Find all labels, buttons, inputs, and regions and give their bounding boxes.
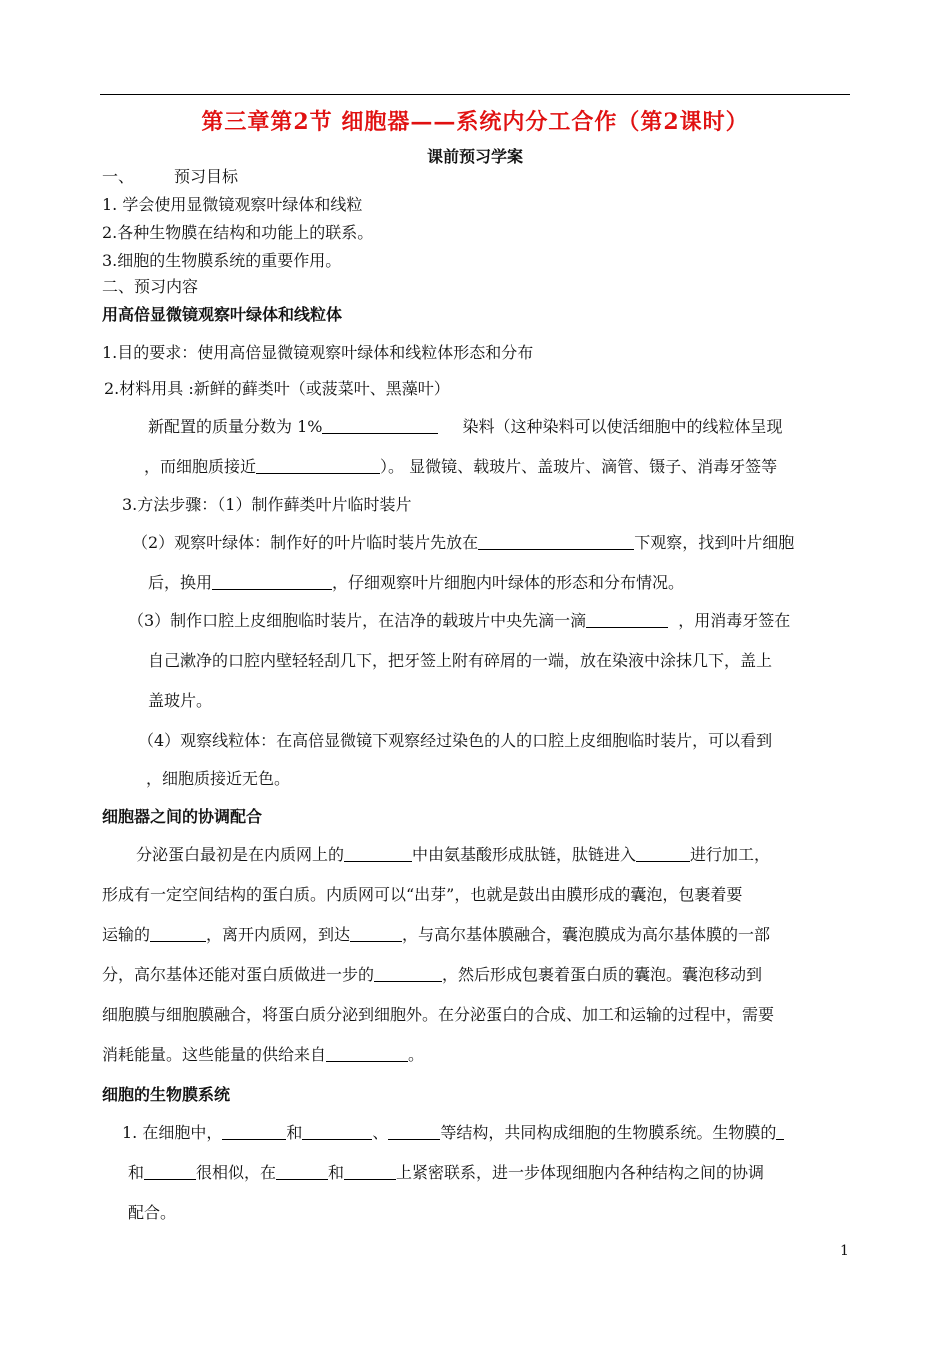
step3-line-3: 盖玻片。	[148, 691, 213, 710]
blank-stain-name[interactable]	[322, 417, 438, 434]
part2-heading: 细胞器之间的协调配合	[102, 807, 263, 826]
materials-text: 2.材料用具 :新鲜的藓类叶（或菠菜叶、黑藻叶）	[104, 379, 450, 398]
part2-line-6: 消耗能量。这些能量的供给来自 。	[102, 1045, 425, 1064]
part3-line-3: 配合。	[128, 1203, 177, 1222]
step4-line-2: ，细胞质接近无色。	[146, 769, 291, 788]
blank-stain-drop[interactable]	[586, 611, 668, 628]
blank-energy-source[interactable]	[326, 1045, 408, 1062]
part3-heading: 细胞的生物膜系统	[102, 1085, 231, 1104]
part2-line-1: 分泌蛋白最初是在内质网上的 中由氨基酸形成肽链，肽链进入 进行加工，	[136, 845, 771, 864]
blank-membrane-3[interactable]	[388, 1123, 440, 1140]
part2-line-5: 细胞膜与细胞膜融合，将蛋白质分泌到细胞外。在分泌蛋白的合成、加工和运输的过程中，需要	[102, 1005, 775, 1024]
step3-line: （3）制作口腔上皮细胞临时装片，在洁净的载玻片中央先滴一滴 ，用消毒牙签在	[128, 611, 791, 630]
blank-low-power[interactable]	[478, 533, 634, 550]
blank-membrane-4[interactable]	[776, 1123, 784, 1140]
part3-line-1: 1. 在细胞中， 和 、 等结构，共同构成细胞的生物膜系统。生物膜的	[122, 1122, 784, 1144]
part2-line-3: 运输的 ，离开内质网，到达 ，与高尔基体膜融合，囊泡膜成为高尔基体膜的一部	[102, 925, 771, 944]
blank-modification[interactable]	[374, 965, 442, 982]
blank-structure[interactable]	[276, 1163, 328, 1180]
blank-membrane-2[interactable]	[302, 1123, 372, 1140]
goal-item-3: 3.细胞的生物膜系统的重要作用。	[102, 251, 342, 270]
step2-line-2: 后，换用 ，仔细观察叶片细胞内叶绿体的形态和分布情况。	[148, 573, 685, 592]
page-number: 1	[840, 1243, 849, 1259]
stain-line: 新配置的质量分数为 1% 染料（这种染料可以使活细胞中的线粒体呈现	[148, 417, 783, 436]
blank-high-power[interactable]	[212, 573, 332, 590]
goal-text: 1.目的要求：使用高倍显微镜观察叶绿体和线粒体形态和分布	[102, 343, 534, 362]
page-title: 第三章第2节 细胞器——系统内分工合作（第2课时）	[201, 109, 749, 135]
blank-golgi[interactable]	[350, 925, 402, 942]
part2-line-2: 形成有一定空间结构的蛋白质。内质网可以“出芽”，也就是鼓出由膜形成的囊泡，包裹着要	[102, 885, 743, 904]
step2-line: （2）观察叶绿体：制作好的叶片临时装片先放在 下观察，找到叶片细胞	[132, 533, 795, 552]
section1-heading: 一、 预习目标	[102, 167, 239, 186]
blank-ribosome[interactable]	[344, 845, 412, 862]
part3-line-2: 和 很相似，在 和 上紧密联系，进一步体现细胞内各种结构之间的协调	[128, 1163, 765, 1182]
page-subtitle: 课前预习学案	[426, 147, 523, 166]
part2-line-4: 分，高尔基体还能对蛋白质做进一步的 ，然后形成包裹着蛋白质的囊泡。囊泡移动到	[102, 965, 763, 984]
steps-title: 3.方法步骤：（1）制作藓类叶片临时装片	[122, 495, 412, 514]
blank-membrane-1[interactable]	[222, 1123, 286, 1140]
goal-item-1: 1. 学会使用显微镜观察叶绿体和线粒	[102, 195, 363, 214]
section2-heading: 二、预习内容	[102, 277, 199, 296]
blank-er[interactable]	[636, 845, 690, 862]
blank-cytoplasm-color[interactable]	[256, 457, 380, 474]
step4-line: （4）观察线粒体：在高倍显微镜下观察经过染色的人的口腔上皮细胞临时装片，可以看到	[138, 731, 773, 750]
part1-heading: 用高倍显微镜观察叶绿体和线粒体	[102, 305, 343, 324]
goal-item-2: 2.各种生物膜在结构和功能上的联系。	[102, 223, 374, 242]
header-rule	[100, 94, 850, 95]
blank-composition[interactable]	[144, 1163, 196, 1180]
blank-protein[interactable]	[150, 925, 206, 942]
blank-function[interactable]	[344, 1163, 396, 1180]
step3-line-2: 自己漱净的口腔内壁轻轻刮几下，把牙签上附有碎屑的一端，放在染液中涂抹几下，盖上	[148, 651, 773, 670]
stain-line-2: ，而细胞质接近 ）。 显微镜、载玻片、盖玻片、滴管、镊子、消毒牙签等	[144, 457, 778, 476]
